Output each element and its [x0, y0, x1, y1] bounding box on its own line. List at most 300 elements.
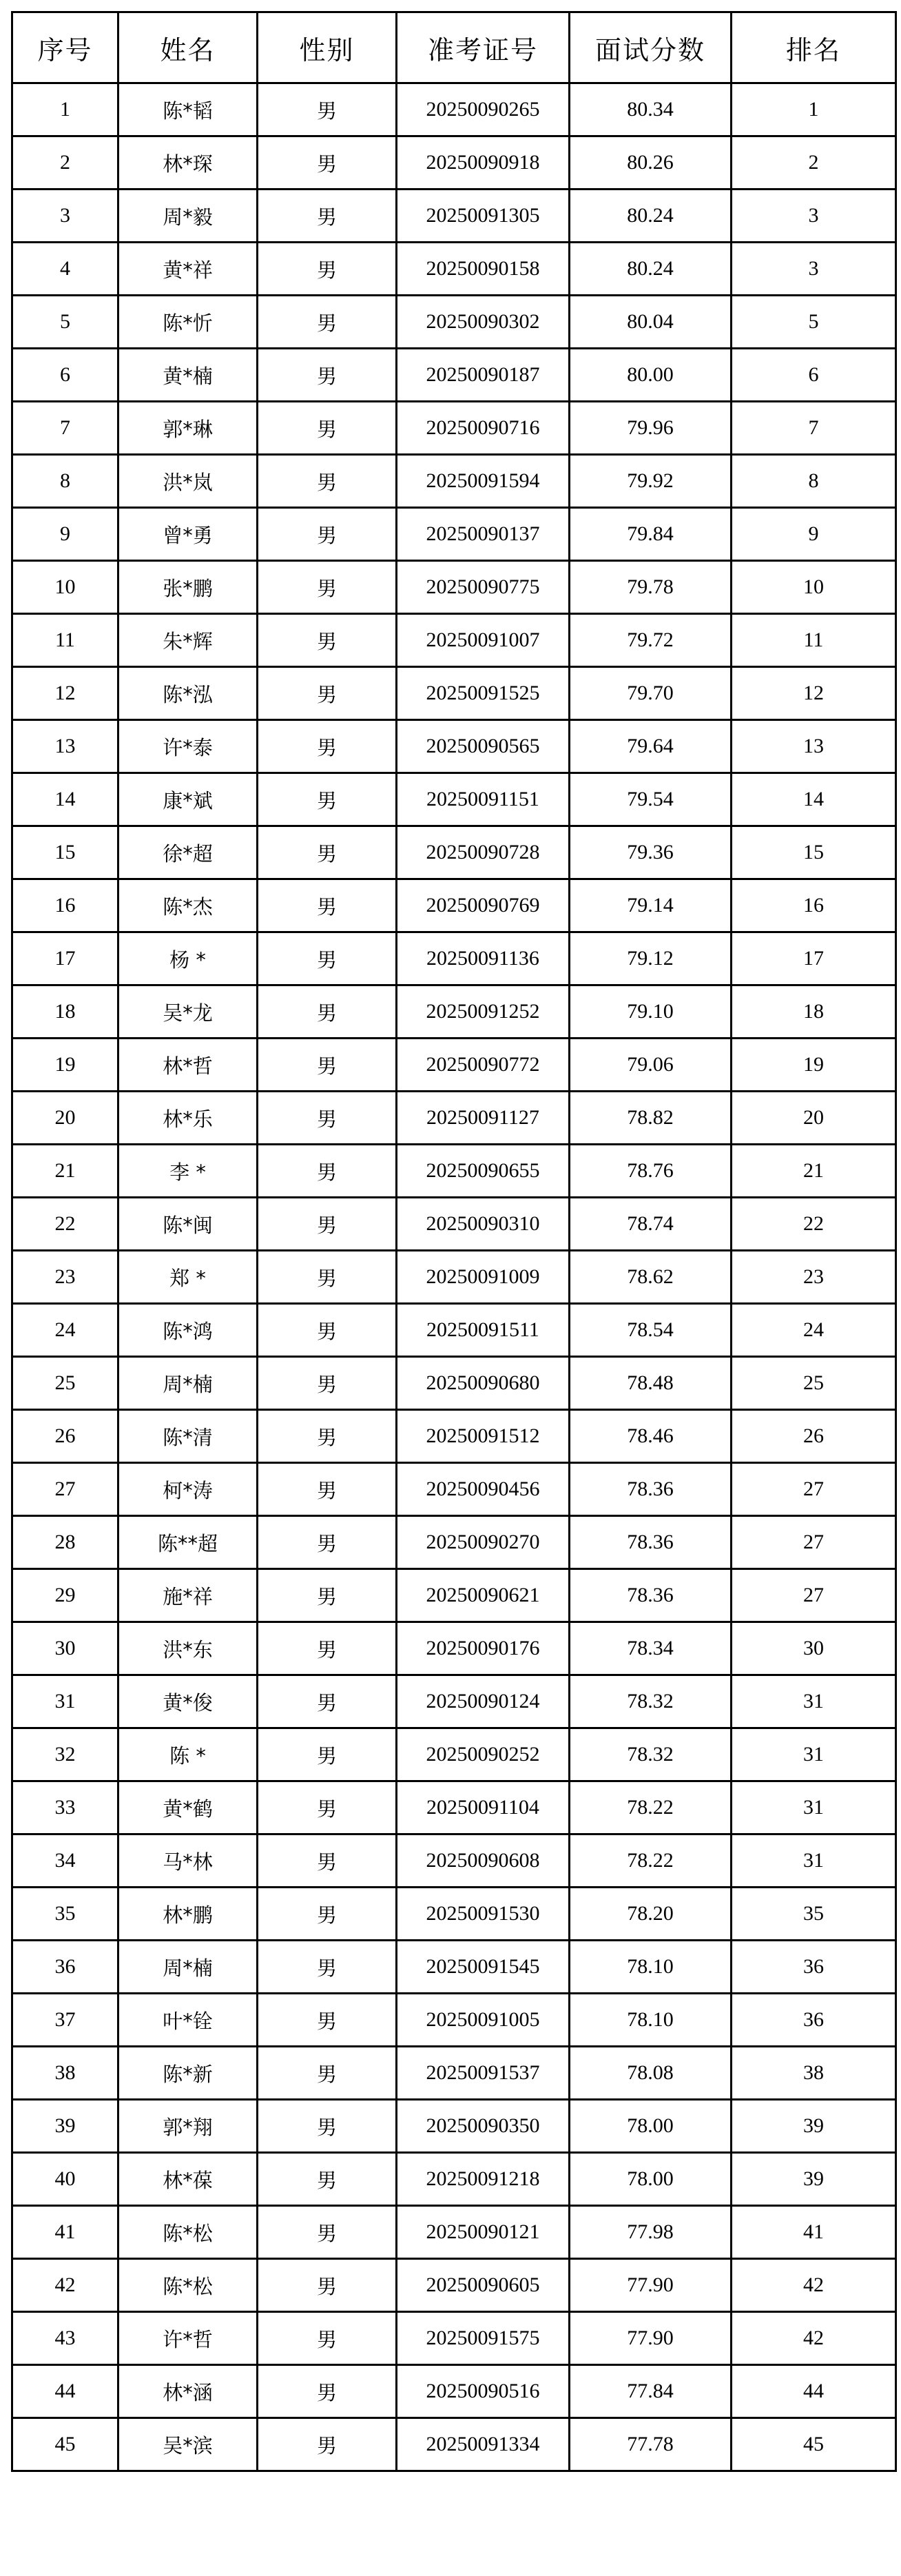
cell-name: 周*楠 [118, 1357, 258, 1410]
table-row [12, 1622, 896, 1675]
cell-index: 19 [12, 1039, 118, 1092]
cell-gender: 男 [258, 1198, 397, 1251]
cell-score: 77.90 [570, 2312, 732, 2365]
cell-gender: 男 [258, 879, 397, 932]
cell-index: 39 [12, 2100, 118, 2153]
table-row [12, 667, 896, 720]
cell-score: 78.54 [570, 1304, 732, 1357]
cell-score: 78.22 [570, 1781, 732, 1834]
cell-rank: 26 [732, 1410, 896, 1463]
cell-rank: 38 [732, 2047, 896, 2100]
table-row [12, 83, 896, 136]
cell-rank: 19 [732, 1039, 896, 1092]
cell-gender: 男 [258, 2259, 397, 2312]
cell-score: 79.12 [570, 932, 732, 985]
cell-index: 8 [12, 455, 118, 508]
cell-rank: 31 [732, 1675, 896, 1728]
cell-gender: 男 [258, 1357, 397, 1410]
table-row [12, 1039, 896, 1092]
cell-name: 郭*翔 [118, 2100, 258, 2153]
cell-index: 26 [12, 1410, 118, 1463]
cell-gender: 男 [258, 2365, 397, 2418]
header-exam-id: 准考证号 [397, 12, 570, 83]
cell-rank: 31 [732, 1728, 896, 1781]
cell-exam-id: 20250091530 [397, 1888, 570, 1941]
cell-index: 43 [12, 2312, 118, 2365]
cell-name: 林*哲 [118, 1039, 258, 1092]
cell-rank: 44 [732, 2365, 896, 2418]
cell-gender: 男 [258, 1941, 397, 1994]
cell-exam-id: 20250090158 [397, 243, 570, 296]
table-row [12, 879, 896, 932]
cell-score: 78.32 [570, 1728, 732, 1781]
cell-score: 77.78 [570, 2418, 732, 2471]
cell-gender: 男 [258, 83, 397, 136]
cell-name: 许*哲 [118, 2312, 258, 2365]
cell-exam-id: 20250090265 [397, 83, 570, 136]
cell-index: 14 [12, 773, 118, 826]
cell-exam-id: 20250090456 [397, 1463, 570, 1516]
cell-name: 洪*岚 [118, 455, 258, 508]
cell-exam-id: 20250090680 [397, 1357, 570, 1410]
table-row [12, 455, 896, 508]
cell-exam-id: 20250091537 [397, 2047, 570, 2100]
cell-rank: 25 [732, 1357, 896, 1410]
table-row [12, 508, 896, 561]
cell-index: 31 [12, 1675, 118, 1728]
cell-gender: 男 [258, 1145, 397, 1198]
cell-name: 黄*俊 [118, 1675, 258, 1728]
cell-index: 32 [12, 1728, 118, 1781]
header-score: 面试分数 [570, 12, 732, 83]
cell-index: 10 [12, 561, 118, 614]
cell-score: 79.96 [570, 402, 732, 455]
cell-score: 80.24 [570, 190, 732, 243]
cell-name: 黄*鹤 [118, 1781, 258, 1834]
cell-gender: 男 [258, 1569, 397, 1622]
cell-score: 78.82 [570, 1092, 732, 1145]
cell-exam-id: 20250091525 [397, 667, 570, 720]
cell-name: 康*斌 [118, 773, 258, 826]
cell-index: 33 [12, 1781, 118, 1834]
cell-exam-id: 20250091218 [397, 2153, 570, 2206]
cell-exam-id: 20250090769 [397, 879, 570, 932]
cell-rank: 22 [732, 1198, 896, 1251]
table-row [12, 720, 896, 773]
cell-score: 78.08 [570, 2047, 732, 2100]
table-row [12, 1516, 896, 1569]
cell-name: 陈*韬 [118, 83, 258, 136]
cell-score: 80.00 [570, 349, 732, 402]
cell-score: 79.14 [570, 879, 732, 932]
cell-name: 周*楠 [118, 1941, 258, 1994]
cell-index: 28 [12, 1516, 118, 1569]
cell-index: 27 [12, 1463, 118, 1516]
cell-gender: 男 [258, 1728, 397, 1781]
table-row [12, 985, 896, 1039]
cell-name: 许*泰 [118, 720, 258, 773]
cell-index: 35 [12, 1888, 118, 1941]
cell-gender: 男 [258, 508, 397, 561]
cell-exam-id: 20250091009 [397, 1251, 570, 1304]
cell-gender: 男 [258, 2100, 397, 2153]
cell-index: 4 [12, 243, 118, 296]
table-row [12, 1834, 896, 1888]
header-gender: 性别 [258, 12, 397, 83]
table-row [12, 1410, 896, 1463]
cell-index: 1 [12, 83, 118, 136]
table-row [12, 1569, 896, 1622]
cell-name: 林*琛 [118, 136, 258, 190]
cell-index: 12 [12, 667, 118, 720]
cell-exam-id: 20250090176 [397, 1622, 570, 1675]
cell-exam-id: 20250090772 [397, 1039, 570, 1092]
cell-name: 朱*辉 [118, 614, 258, 667]
cell-gender: 男 [258, 2206, 397, 2259]
cell-name: 叶*铨 [118, 1994, 258, 2047]
table-row [12, 773, 896, 826]
table-body [12, 83, 896, 2471]
cell-exam-id: 20250090302 [397, 296, 570, 349]
cell-score: 79.54 [570, 773, 732, 826]
cell-rank: 35 [732, 1888, 896, 1941]
cell-exam-id: 20250091005 [397, 1994, 570, 2047]
cell-exam-id: 20250090137 [397, 508, 570, 561]
table-row [12, 2047, 896, 2100]
cell-score: 79.06 [570, 1039, 732, 1092]
cell-name: 陈*忻 [118, 296, 258, 349]
cell-rank: 17 [732, 932, 896, 985]
cell-index: 41 [12, 2206, 118, 2259]
cell-score: 78.22 [570, 1834, 732, 1888]
cell-score: 78.10 [570, 1994, 732, 2047]
table-row [12, 1994, 896, 2047]
cell-exam-id: 20250090608 [397, 1834, 570, 1888]
cell-score: 79.10 [570, 985, 732, 1039]
cell-rank: 31 [732, 1781, 896, 1834]
cell-rank: 36 [732, 1994, 896, 2047]
cell-rank: 39 [732, 2100, 896, 2153]
cell-gender: 男 [258, 561, 397, 614]
cell-exam-id: 20250090270 [397, 1516, 570, 1569]
cell-gender: 男 [258, 136, 397, 190]
cell-gender: 男 [258, 296, 397, 349]
cell-rank: 7 [732, 402, 896, 455]
cell-index: 11 [12, 614, 118, 667]
cell-rank: 27 [732, 1516, 896, 1569]
table-row [12, 1675, 896, 1728]
cell-name: 李 * [118, 1145, 258, 1198]
cell-index: 38 [12, 2047, 118, 2100]
cell-score: 79.72 [570, 614, 732, 667]
table-row [12, 2100, 896, 2153]
cell-index: 37 [12, 1994, 118, 2047]
cell-gender: 男 [258, 1039, 397, 1092]
cell-exam-id: 20250090565 [397, 720, 570, 773]
cell-rank: 3 [732, 243, 896, 296]
cell-gender: 男 [258, 2312, 397, 2365]
cell-score: 78.36 [570, 1463, 732, 1516]
table-row [12, 2312, 896, 2365]
cell-index: 6 [12, 349, 118, 402]
cell-index: 21 [12, 1145, 118, 1198]
table-row [12, 296, 896, 349]
cell-rank: 27 [732, 1569, 896, 1622]
cell-index: 22 [12, 1198, 118, 1251]
cell-rank: 24 [732, 1304, 896, 1357]
cell-name: 陈**超 [118, 1516, 258, 1569]
table-row [12, 2259, 896, 2312]
cell-score: 78.76 [570, 1145, 732, 1198]
cell-gender: 男 [258, 932, 397, 985]
cell-score: 78.10 [570, 1941, 732, 1994]
cell-exam-id: 20250091305 [397, 190, 570, 243]
cell-score: 78.36 [570, 1569, 732, 1622]
cell-name: 林*葆 [118, 2153, 258, 2206]
cell-rank: 45 [732, 2418, 896, 2471]
cell-name: 陈*鸿 [118, 1304, 258, 1357]
cell-rank: 11 [732, 614, 896, 667]
cell-index: 18 [12, 985, 118, 1039]
cell-score: 78.32 [570, 1675, 732, 1728]
cell-name: 徐*超 [118, 826, 258, 879]
cell-gender: 男 [258, 1834, 397, 1888]
cell-exam-id: 20250090655 [397, 1145, 570, 1198]
cell-name: 林*鹏 [118, 1888, 258, 1941]
cell-rank: 36 [732, 1941, 896, 1994]
cell-exam-id: 20250090775 [397, 561, 570, 614]
cell-exam-id: 20250090350 [397, 2100, 570, 2153]
cell-name: 陈*松 [118, 2206, 258, 2259]
cell-gender: 男 [258, 826, 397, 879]
table-row [12, 614, 896, 667]
cell-name: 陈*闽 [118, 1198, 258, 1251]
cell-name: 郭*琳 [118, 402, 258, 455]
table-row [12, 243, 896, 296]
table-row [12, 1304, 896, 1357]
cell-gender: 男 [258, 190, 397, 243]
cell-name: 林*乐 [118, 1092, 258, 1145]
cell-name: 陈 * [118, 1728, 258, 1781]
cell-rank: 3 [732, 190, 896, 243]
cell-score: 79.92 [570, 455, 732, 508]
cell-name: 张*鹏 [118, 561, 258, 614]
cell-name: 黄*楠 [118, 349, 258, 402]
cell-exam-id: 20250091127 [397, 1092, 570, 1145]
cell-gender: 男 [258, 1304, 397, 1357]
cell-score: 78.74 [570, 1198, 732, 1251]
cell-rank: 21 [732, 1145, 896, 1198]
cell-score: 78.62 [570, 1251, 732, 1304]
table-row [12, 1145, 896, 1198]
cell-rank: 9 [732, 508, 896, 561]
cell-index: 45 [12, 2418, 118, 2471]
cell-gender: 男 [258, 1251, 397, 1304]
cell-name: 吴*滨 [118, 2418, 258, 2471]
cell-gender: 男 [258, 985, 397, 1039]
cell-rank: 6 [732, 349, 896, 402]
cell-rank: 15 [732, 826, 896, 879]
cell-exam-id: 20250090516 [397, 2365, 570, 2418]
cell-exam-id: 20250091136 [397, 932, 570, 985]
cell-name: 陈*松 [118, 2259, 258, 2312]
cell-gender: 男 [258, 1463, 397, 1516]
cell-index: 23 [12, 1251, 118, 1304]
cell-rank: 5 [732, 296, 896, 349]
cell-score: 77.98 [570, 2206, 732, 2259]
cell-exam-id: 20250090728 [397, 826, 570, 879]
cell-exam-id: 20250090605 [397, 2259, 570, 2312]
cell-exam-id: 20250090187 [397, 349, 570, 402]
cell-exam-id: 20250090121 [397, 2206, 570, 2259]
table-row [12, 349, 896, 402]
cell-score: 79.78 [570, 561, 732, 614]
cell-rank: 1 [732, 83, 896, 136]
cell-exam-id: 20250091545 [397, 1941, 570, 1994]
cell-score: 77.84 [570, 2365, 732, 2418]
cell-exam-id: 20250091104 [397, 1781, 570, 1834]
cell-name: 陈*泓 [118, 667, 258, 720]
cell-exam-id: 20250090252 [397, 1728, 570, 1781]
cell-exam-id: 20250090310 [397, 1198, 570, 1251]
cell-exam-id: 20250091511 [397, 1304, 570, 1357]
header-name: 姓名 [118, 12, 258, 83]
cell-exam-id: 20250091594 [397, 455, 570, 508]
cell-score: 78.00 [570, 2153, 732, 2206]
cell-rank: 13 [732, 720, 896, 773]
cell-exam-id: 20250090621 [397, 1569, 570, 1622]
cell-score: 78.46 [570, 1410, 732, 1463]
table-row [12, 1888, 896, 1941]
table-row [12, 190, 896, 243]
cell-index: 7 [12, 402, 118, 455]
cell-name: 黄*祥 [118, 243, 258, 296]
table-row [12, 2153, 896, 2206]
cell-score: 80.04 [570, 296, 732, 349]
cell-index: 17 [12, 932, 118, 985]
cell-index: 34 [12, 1834, 118, 1888]
cell-score: 78.34 [570, 1622, 732, 1675]
cell-index: 9 [12, 508, 118, 561]
cell-gender: 男 [258, 2153, 397, 2206]
cell-gender: 男 [258, 720, 397, 773]
cell-score: 78.20 [570, 1888, 732, 1941]
table-row [12, 1251, 896, 1304]
cell-gender: 男 [258, 614, 397, 667]
cell-name: 林*涵 [118, 2365, 258, 2418]
table-row [12, 1728, 896, 1781]
cell-index: 42 [12, 2259, 118, 2312]
cell-gender: 男 [258, 1410, 397, 1463]
cell-rank: 30 [732, 1622, 896, 1675]
cell-index: 16 [12, 879, 118, 932]
cell-name: 施*祥 [118, 1569, 258, 1622]
cell-score: 79.84 [570, 508, 732, 561]
cell-rank: 20 [732, 1092, 896, 1145]
cell-rank: 8 [732, 455, 896, 508]
cell-score: 78.36 [570, 1516, 732, 1569]
cell-rank: 18 [732, 985, 896, 1039]
cell-exam-id: 20250090124 [397, 1675, 570, 1728]
cell-score: 79.36 [570, 826, 732, 879]
cell-score: 80.24 [570, 243, 732, 296]
cell-rank: 23 [732, 1251, 896, 1304]
cell-exam-id: 20250091252 [397, 985, 570, 1039]
cell-name: 郑 * [118, 1251, 258, 1304]
cell-exam-id: 20250091512 [397, 1410, 570, 1463]
cell-score: 78.00 [570, 2100, 732, 2153]
cell-name: 陈*清 [118, 1410, 258, 1463]
cell-rank: 12 [732, 667, 896, 720]
interview-results-table [11, 11, 897, 2472]
cell-rank: 39 [732, 2153, 896, 2206]
cell-gender: 男 [258, 455, 397, 508]
table-row [12, 1092, 896, 1145]
cell-gender: 男 [258, 349, 397, 402]
cell-name: 吴*龙 [118, 985, 258, 1039]
cell-gender: 男 [258, 773, 397, 826]
cell-rank: 31 [732, 1834, 896, 1888]
cell-index: 3 [12, 190, 118, 243]
cell-score: 78.48 [570, 1357, 732, 1410]
table-row [12, 561, 896, 614]
cell-score: 80.34 [570, 83, 732, 136]
table-row [12, 136, 896, 190]
cell-gender: 男 [258, 1888, 397, 1941]
cell-gender: 男 [258, 1622, 397, 1675]
table-row [12, 1781, 896, 1834]
cell-gender: 男 [258, 1675, 397, 1728]
header-row [12, 12, 896, 83]
cell-name: 杨 * [118, 932, 258, 985]
cell-score: 77.90 [570, 2259, 732, 2312]
cell-name: 陈*杰 [118, 879, 258, 932]
cell-exam-id: 20250090918 [397, 136, 570, 190]
table-row [12, 2365, 896, 2418]
cell-gender: 男 [258, 1994, 397, 2047]
cell-name: 柯*涛 [118, 1463, 258, 1516]
cell-score: 79.64 [570, 720, 732, 773]
cell-gender: 男 [258, 667, 397, 720]
cell-exam-id: 20250091151 [397, 773, 570, 826]
table-row [12, 932, 896, 985]
cell-name: 洪*东 [118, 1622, 258, 1675]
cell-gender: 男 [258, 243, 397, 296]
cell-index: 15 [12, 826, 118, 879]
cell-rank: 2 [732, 136, 896, 190]
cell-exam-id: 20250090716 [397, 402, 570, 455]
table-row [12, 1198, 896, 1251]
cell-exam-id: 20250091334 [397, 2418, 570, 2471]
cell-exam-id: 20250091007 [397, 614, 570, 667]
cell-index: 13 [12, 720, 118, 773]
cell-index: 25 [12, 1357, 118, 1410]
cell-index: 20 [12, 1092, 118, 1145]
cell-gender: 男 [258, 1092, 397, 1145]
cell-index: 24 [12, 1304, 118, 1357]
cell-name: 马*林 [118, 1834, 258, 1888]
table-row [12, 1463, 896, 1516]
cell-gender: 男 [258, 1781, 397, 1834]
cell-index: 30 [12, 1622, 118, 1675]
cell-index: 29 [12, 1569, 118, 1622]
cell-rank: 16 [732, 879, 896, 932]
cell-rank: 42 [732, 2312, 896, 2365]
cell-gender: 男 [258, 2047, 397, 2100]
cell-rank: 41 [732, 2206, 896, 2259]
cell-index: 36 [12, 1941, 118, 1994]
table-row [12, 2418, 896, 2471]
